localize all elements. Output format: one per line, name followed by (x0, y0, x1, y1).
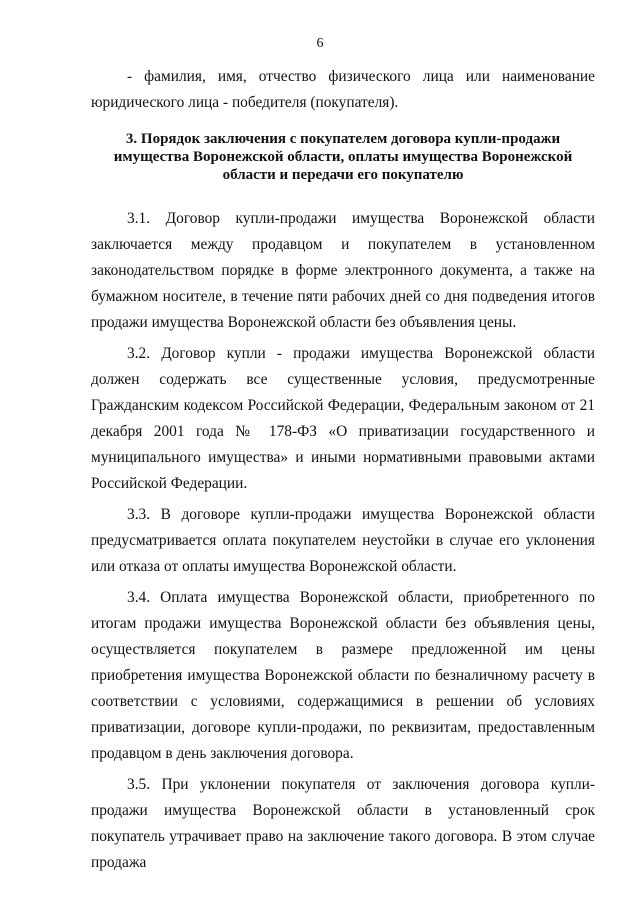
paragraph-3-5: 3.5. При уклонении покупателя от заключения договора купли-продажи имущества Воронежской области в установленный срок покупатель утрачивает право на заключение такого договора. В этом случае продажа (91, 776, 595, 871)
paragraph-3-3: 3.3. В договоре купли-продажи имущества Воронежской области предусматривается оплата покупателем неустойки в случае его уклонения или отказа от оплаты имущества Воронежской области. (91, 506, 595, 575)
paragraph-3-4: 3.4. Оплата имущества Воронежской области, приобретенного по итогам продажи имущества Воронежской области без объявления цены, осуществляется покупателем в размере предложенной им цены приобретения имущества Воронежской области по безналичному расчету в соответствии с условиями, содержащимися в решении об условиях приватизации, договоре купли-продажи, по реквизитам, предоставленным продавцом в день заключения договора. (91, 589, 595, 762)
paragraph-3-1: 3.1. Договор купли-продажи имущества Воронежской области заключается между продавцом и покупателем в установленном законодательством порядке в форме электронного документа, а также на бумажном носителе, в течение пяти рабочих дней со дня подведения итогов продажи имущества Воронежской области без объявления цены. (91, 210, 595, 331)
intro-paragraph: - фамилия, имя, отчество физического лица или наименование юридического лица - победителя (покупателя). (91, 68, 595, 111)
document-body (91, 64, 595, 876)
section-heading: 3. Порядок заключения с покупателем договора купли-продажи имущества Воронежской области, оплаты имущества Воронежской области и передачи его покупателю (113, 131, 573, 183)
paragraph-3-2: 3.2. Договор купли - продажи имущества Воронежской области должен содержать все существенные условия, предусмотренные Гражданским кодексом Российской Федерации, Федеральным законом от 21 декабря 2001 года № 178-ФЗ «О приватизации государственного и муниципального имущества» и иными нормативными правовыми актами Российской Федерации. (91, 345, 595, 492)
page-number: 6 (316, 36, 324, 51)
